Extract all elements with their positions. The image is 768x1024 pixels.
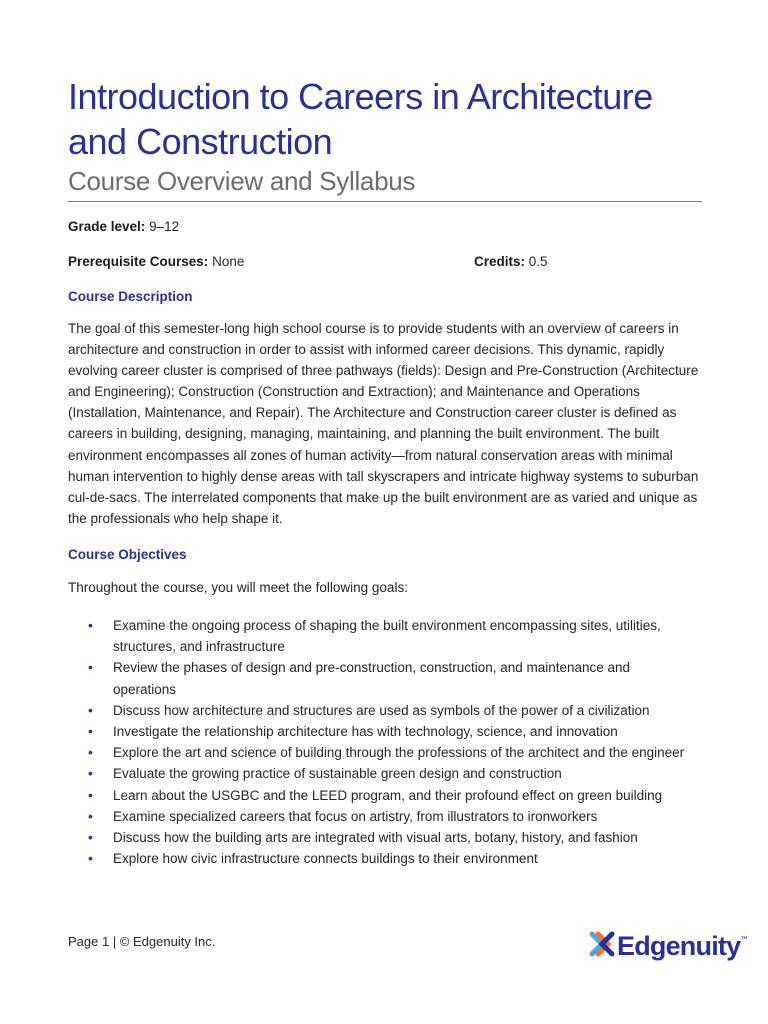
title-line-2: and Construction (68, 121, 333, 162)
bullet-icon: • (88, 723, 93, 740)
document-page (68, 74, 702, 869)
objective-text: Learn about the USGBC and the LEED program, and their profound effect on green building (113, 787, 663, 803)
objective-item (68, 615, 688, 657)
objective-item (68, 657, 688, 699)
course-objectives-heading: Course Objectives (68, 546, 187, 562)
objective-item (68, 763, 688, 784)
bullet-icon: • (88, 617, 93, 634)
course-description-text: The goal of this semester-long high school course is to provide students with an overview of careers in architecture and construction in order to assist with informed career decisions. This dynamic, rapidly evolving career cluster is comprised of three pathways (fields): Design and Pre-Construction (Architecture and Engineering); Construction (Construction and Extraction); and Maintenance and Operations (Installation, Maintenance, and Repair). The Architecture and Construction career cluster is defined as careers in building, designing, managing, maintaining, and planning the built environment. The built environment encompasses all zones of human activity—from natural conservation areas with minimal human intervention to highly dense areas with tall skyscrapers and intricate highway systems to suburban cul-de-sacs. The interrelated components that make up the built environment are as varied and unique as the professionals who help shape it. (68, 321, 699, 526)
objective-item (68, 848, 688, 869)
objective-text: Review the phases of design and pre-construction, construction, and maintenance and operations (113, 660, 631, 697)
bullet-icon: • (88, 786, 93, 803)
objectives-list (68, 615, 702, 869)
objective-item (68, 700, 688, 721)
objective-text: Evaluate the growing practice of sustainable green design and construction (113, 766, 562, 782)
objective-item (68, 806, 688, 827)
objective-text: Discuss how the building arts are integrated with visual arts, botany, history, and fashion (113, 830, 638, 846)
bullet-icon: • (88, 701, 93, 718)
objective-text: Examine specialized careers that focus on artistry, from illustrators to ironworkers (113, 808, 598, 824)
objective-text: Explore the art and science of building through the professions of the architect and the engineer (113, 745, 685, 761)
document-title (68, 74, 702, 164)
credits-field (474, 253, 548, 271)
course-description-heading: Course Description (68, 289, 193, 304)
credits-label: Credits: (474, 254, 526, 269)
objective-text: Investigate the relationship architecture has with technology, science, and innovation (113, 724, 618, 740)
document-subtitle: Course Overview and Syllabus (68, 164, 702, 202)
logo-wordmark: Edgenuity (617, 930, 741, 961)
logo-trademark: ™ (740, 936, 748, 943)
prerequisite-value: None (212, 254, 245, 269)
objective-item (68, 742, 688, 763)
bullet-icon: • (88, 659, 93, 676)
bullet-icon: • (88, 765, 93, 782)
bullet-icon: • (88, 850, 93, 867)
title-line-1: Introduction to Careers in Architecture (68, 76, 653, 117)
page-footer: Page 1 | © Edgenuity Inc. (68, 934, 216, 949)
grade-level-row (68, 218, 702, 236)
grade-level-label: Grade level: (68, 219, 146, 234)
objectives-intro: Throughout the course, you will meet the following goals: (68, 579, 408, 595)
objective-item (68, 827, 688, 848)
bullet-icon: • (88, 744, 93, 761)
objective-item (68, 721, 688, 742)
prerequisite-label: Prerequisite Courses: (68, 254, 209, 269)
edgenuity-x-icon (589, 931, 615, 962)
prerequisite-row (68, 253, 702, 271)
objective-item (68, 785, 688, 806)
objective-text: Explore how civic infrastructure connects buildings to their environment (113, 851, 538, 867)
edgenuity-logo (589, 928, 747, 964)
grade-level-value: 9–12 (149, 219, 180, 234)
objective-text: Discuss how architecture and structures are used as symbols of the power of a civilization (113, 702, 650, 718)
bullet-icon: • (88, 829, 93, 846)
bullet-icon: • (88, 807, 93, 824)
credits-value: 0.5 (528, 254, 548, 269)
objective-text: Examine the ongoing process of shaping the built environment encompassing sites, utilities, structures, and infrastructure (113, 618, 661, 655)
